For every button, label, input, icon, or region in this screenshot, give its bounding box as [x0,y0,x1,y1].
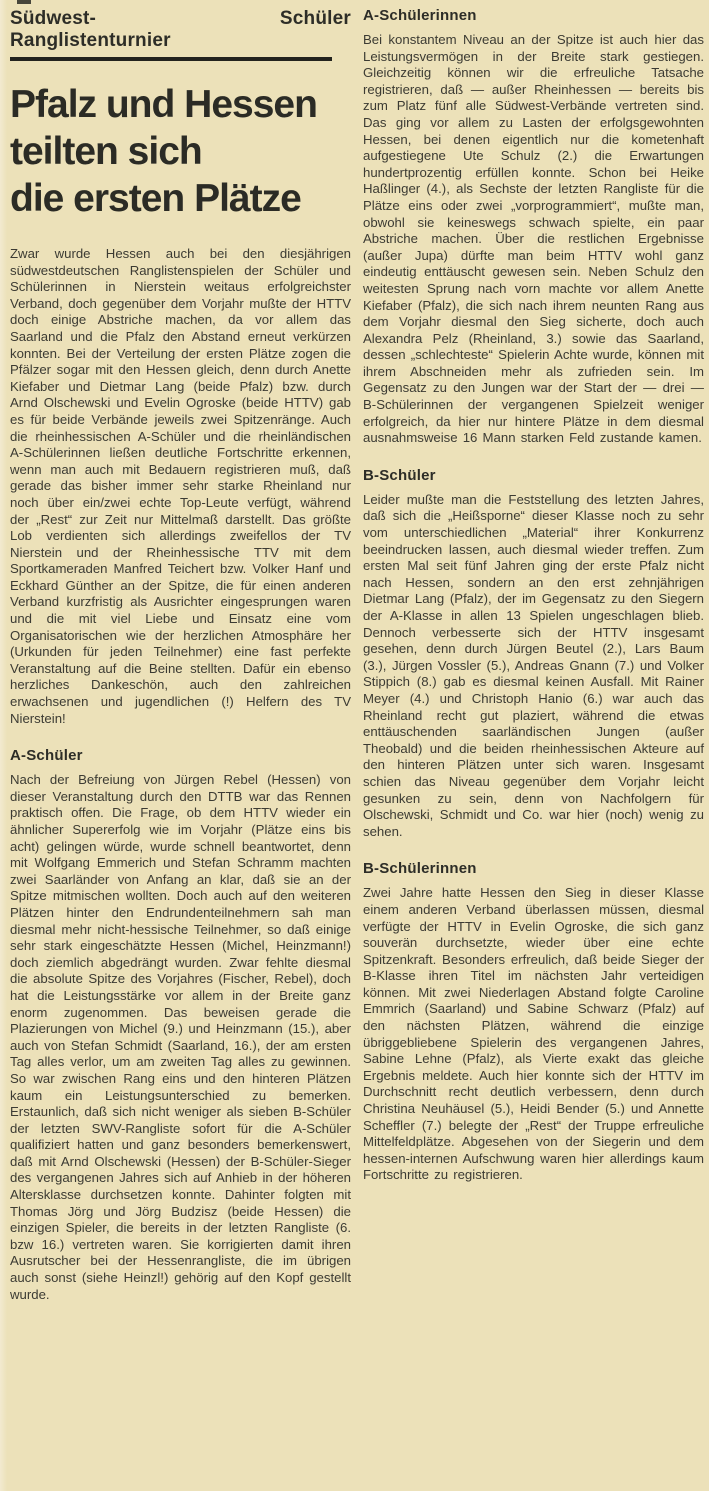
section-body-a-schueler: Nach der Befreiung von Jürgen Rebel (Hessen) von dieser Veranstaltung durch den DTTB war das Rennen praktisch offen. Die Frage, ob dem HTTV wieder ein ähnlicher Supererfolg wie im Vorjahr (Plätze eins bis acht) gelingen würde, wurde schnell beantwortet, denn mit Wolfgang Emmerich und Stefan Schramm machten zwei Saarländer von Anfang an klar, daß sie an der Spitze mitmischen wollten. Doch auch auf den weiteren Plätzen hinter den Endrundenteilnehmern sah man diesmal mehr nicht-hessische Teilnehmer, so daß einige sehr stark eingeschätzte Hessen (Michel, Heinzmann!) doch ziemlich abgedrängt wurden. Zwar fehlte diesmal die absolute Spitze des Vorjahres (Fischer, Rebel), doch hat die Leistungsstärke vor allem in der Breite ganz enorm zugenommen. Das beweisen gerade die Plazierungen von Michel (9.) und Heinzmann (15.), aber auch von Stefan Schmidt (Saarland, 16.), der am ersten Tag alles verlor, um am zweiten Tag alles zu gewinnen. So war zwischen Rang eins und den hinteren Plätzen kaum ein Leistungsunterschied zu bemerken. Erstaunlich, daß sich nicht weniger als sieben B-Schüler der letzten SWV-Rangliste sofort für die A-Schüler qualifiziert hatten und ganz besonders bemerkenswert, daß mit Arnd Olschewski (Hessen) der B-Schüler-Sieger des vergangenen Jahres sich auf Anhieb in der höheren Altersklasse durchsetzen konnte. Dahinter folgten mit Thomas Jörg und Jörg Budzisz (beide Hessen) die einzigen Spieler, die bereits in der letzten Rangliste (6. bzw 16.) vertreten waren. Sie korrigierten damit ihren Ausrutscher bei der Hessenrangliste, die im übrigen auch sonst (siehe Heinzl!) gehörig auf den Kopf gestellt wurde. [10,772,351,1302]
section-heading-b-schuelerinnen: B-Schülerinnen [363,860,477,878]
kicker-rule [10,57,332,61]
headline-line-1: Pfalz und Hessen [10,83,317,126]
section-heading-a-schueler: A-Schüler [10,747,83,765]
section-b-schueler [363,467,704,840]
section-body-b-schueler: Leider mußte man die Feststellung des letzten Jahres, daß sich die „Heißsporne“ dieser Klasse noch zu sehr vom unterschiedlichen „Material“ ihrer Konkurrenz beeindrucken lassen, auch diesmal wieder treffen. Zum ersten Mal seit fünf Jahren ging der erste Pfalz nicht nach Hessen, sondern an den erst zehnjährigen Dietmar Lang (Pfalz), der im Gegensatz zu den Siegern der A-Klasse in allen 13 Spielen ungeschlagen blieb. Dennoch verbesserte sich der HTTV insgesamt gesehen, denn durch Jürgen Beutel (2.), Lars Baum (3.), Jürgen Vossler (5.), Andreas Gnann (7.) und Volker Stippich (8.) gab es diesmal keinen Ausfall. Mit Rainer Meyer (4.) und Christoph Hanio (6.) war auch das Rheinland recht gut plaziert, während die etwas enttäuschenden saarländischen Jungen (außer Theobald) und die beiden rheinhessischen Akteure auf den hinteren Plätzen unter sich waren. Insgesamt schien das Niveau gegenüber dem Vorjahr leicht gesunken zu sein, denn von Nachfolgern für Olschewski, Schmidt und Co. war hier (noch) wenig zu sehen. [363,491,704,839]
section-heading-a-schuelerinnen: A-Schülerinnen [363,7,477,24]
kicker-right: Schüler [279,8,351,29]
section-a-schuelerinnen [363,7,704,447]
headline-line-3: die ersten Plätze [10,177,301,220]
headline-line-2: teilten sich [10,130,202,173]
left-column [10,6,351,1303]
right-column [363,6,704,1303]
kicker-left: Südwest-Ranglistenturnier [10,8,171,51]
section-heading-b-schueler: B-Schüler [363,466,436,484]
section-a-schueler [10,747,351,1303]
section-b-schuelerinnen [363,860,704,1184]
intro-paragraph: Zwar wurde Hessen auch bei den diesjährigen südwestdeutschen Ranglistenspielen der Schüler und Schülerinnen in Nierstein weitaus erfolgreichster Verband, doch gegenüber dem Vorjahr mußte der HTTV doch einige Abstriche machen, da vor allem das Saarland und die Pfalz den Abstand erneut verkürzen konnten. Bei der Verteilung der ersten Plätze zogen die Pfälzer sogar mit den Hessen gleich, denn durch Anette Kiefaber und Dietmar Lang (beide Pfalz) bzw. durch Arnd Olschewski und Evelin Ogroske (beide HTTV) gab es für beide Verbände jeweils zwei Spitzenränge. Auch die rheinhessischen A-Schüler und die rheinländischen A-Schülerinnen ließen deutliche Fortschritte erkennen, wenn man auch mit Bedauern registrieren muß, daß gerade das bisher immer sehr starke Rheinland nur noch über ein/zwei echte Top-Leute verfügt, während der „Rest“ zur Zeit nur Mittelmaß darstellt. Das größte Lob verdienten sich allerdings zweifellos der TV Nierstein und der Rheinhessische TTV mit dem Sportkameraden Manfred Teichert bzw. Volker Hanf und Eckhard Günther an der Spitze, die für einen anderen Verband kurzfristig als Ausrichter eingesprungen waren und die mit viel Liebe und Einsatz eine vom Organisatorischen wie der herzlichen Atmosphäre her (Urkunden für jeden Teilnehmer) eine fast perfekte Veranstaltung auf die Beine stellten. Dafür ein ebenso herzliches Dankeschön, auch den zahlreichen erwachsenen und jugendlichen (!) Helfern des TV Nierstein! [10,246,351,726]
section-body-a-schuelerinnen: Bei konstantem Niveau an der Spitze ist auch hier das Leistungsvermögen in der Breite stark gestiegen. Gleichzeitig können wir die erfreuliche Tatsache registrieren, daß — außer Rheinhessen — bereits bis zum Platz fünf alle Südwest-Verbände vertreten sind. Das ging vor allem zu Lasten der erfolgsgewohnten Hessen, bei denen eigentlich nur die kometenhaft aufgestiegene Ute Schulz (2.) die Erwartungen hundertprozentig erfüllen konnte. Schon bei Heike Haßlinger (4.), als Sechste der letzten Rangliste für die Plätze eins oder zwei „vorprogrammiert“, mußte man, obwohl sie keineswegs schwach spielte, ein paar Abstriche machen. Über die restlichen Ergebnisse (außer Jupa) dürfte man beim HTTV wohl ganz eindeutig enttäuscht gewesen sein. Neben Schulz den weitesten Sprung nach vorn machte vor allem Anette Kiefaber (Pfalz), die sich nach ihrem neunten Rang aus dem Vorjahr diesmal den Sieg sicherte, doch auch Alexandra Pelz (Rheinland, 3.) sowie das Saarland, dessen „schlechteste“ Spielerin Achte wurde, können mit ihrem Abschneiden mehr als zufrieden sein. Im Gegensatz zu den Jungen war der Start der — drei — B-Schülerinnen der vergangenen Spielzeit weniger erfolgreich, da hier nur hintere Plätze in dem diesmal ausnahmsweise 16 Mann starken Feld zustande kamen. [363,32,704,446]
section-body-b-schuelerinnen: Zwei Jahre hatte Hessen den Sieg in dieser Klasse einem anderen Verband überlassen müssen, diesmal verfügte der HTTV in Evelin Ogroske, die sich ganz souverän durchsetzte, wieder über eine echte Spitzenkraft. Besonders erfreulich, daß beide Sieger der B-Klasse ihren Titel im nächsten Jahr verteidigen können. Mit zwei Niederlagen Abstand folgte Caroline Emmrich (Saarland) und Sabine Schwarz (Pfalz) auf den nächsten Plätzen, während die einzige übriggebliebene Spielerin des vergangenen Jahres, Sabine Lehne (Pfalz), als Vierte exakt das gleiche Ergebnis meldete. Auch hier konnte sich der HTTV im Durchschnitt recht deutlich verbessern, denn durch Christina Neuhäusel (5.), Heidi Bender (5.) und Annette Scheffler (7.) belegte der „Rest“ der Truppe erfreuliche Mittelfeldplätze. Abgesehen von der Siegerin und dem hessen-internen Aufschwung waren hier allerdings kaum Fortschritte zu registrieren. [363,885,704,1183]
kicker [10,8,351,52]
headline [10,81,351,222]
scan-artifact [17,0,31,4]
